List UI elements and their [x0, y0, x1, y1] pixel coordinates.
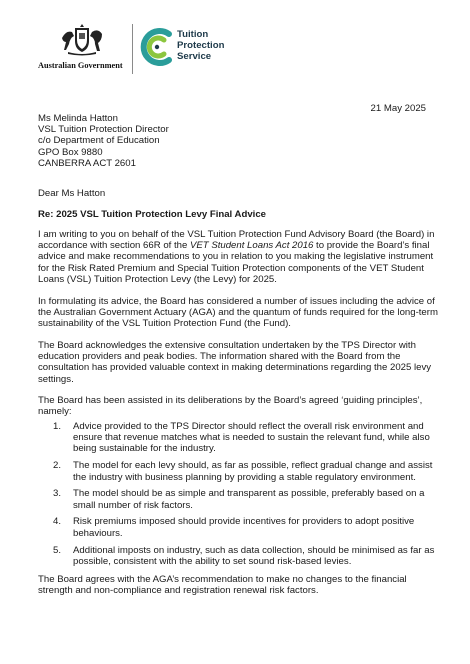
subject-line: Re: 2025 VSL Tuition Protection Levy Final Advice — [38, 209, 266, 220]
paragraph-considerations — [38, 296, 438, 330]
tuition-protection-service-logo-icon — [139, 26, 175, 68]
logo-divider — [132, 24, 133, 74]
tuition-protection-service-wordmark — [177, 29, 224, 62]
intro-text-continued: to provide the Board’s final advice and make recommendations to you in relation to you making the legislative instrument for the Risk Rated Premium and Special Tuition Protection components of the VET Student Loans (VSL) Tuition Protection Levy (the Levy) for 2025. — [38, 240, 434, 285]
address-line: c/o Department of Education — [38, 135, 160, 147]
paragraph-text: The Board has been assisted in its deliberations by the Board’s agreed ‘guiding principles’, namely: — [38, 395, 423, 418]
list-item — [53, 421, 445, 455]
list-number: 3. — [53, 488, 62, 500]
tps-wordmark-line: Service — [177, 51, 212, 62]
recipient-address — [38, 113, 169, 169]
paragraph-intro — [38, 229, 438, 285]
australian-government-logo — [38, 24, 130, 74]
paragraph-aga-recommendation — [38, 574, 438, 596]
tps-wordmark-line: Protection — [177, 40, 225, 51]
paragraph-text: The Board acknowledges the extensive consultation undertaken by the TPS Director with education providers and peak bodies. The information shared with the Board from the consultation has provided valuable context in making determinations regarding the 2025 levy settings. — [38, 340, 432, 385]
guiding-principles-list — [53, 421, 445, 573]
list-number: 4. — [53, 516, 62, 528]
paragraph-consultation — [38, 340, 438, 385]
list-number: 5. — [53, 544, 62, 556]
list-item — [53, 545, 445, 567]
letter-date: 21 May 2025 — [370, 103, 426, 114]
address-line: CANBERRA ACT 2601 — [38, 157, 136, 169]
tps-wordmark-line: Tuition — [177, 29, 209, 40]
paragraph-guiding-principles — [38, 395, 438, 417]
paragraph-text: In formulating its advice, the Board has considered a number of issues including the advice of the Australian Government Actuary (AGA) and the quantum of funds required for the long-term sustainability of the VSL Tuition Protection Fund (the Fund). — [38, 296, 438, 330]
list-item — [53, 516, 445, 538]
list-item-text: Risk premiums imposed should provide incentives for providers to adopt positive behaviours. — [73, 516, 415, 539]
list-item-text: Advice provided to the TPS Director should reflect the overall risk environment and ensure that revenue matches what is needed to sustain the relevant fund, while also being sustainable for the industry. — [73, 421, 430, 455]
list-number: 2. — [53, 460, 62, 472]
list-item-text: The model for each levy should, as far as possible, reflect gradual change and assist the industry with business planning by providing a stable regulatory environment. — [73, 460, 433, 483]
address-line: Ms Melinda Hatton — [38, 113, 118, 124]
list-number: 1. — [53, 421, 62, 432]
list-item — [53, 488, 445, 510]
salutation: Dear Ms Hatton — [38, 188, 106, 199]
coat-of-arms-icon — [60, 24, 104, 56]
act-title: VET Student Loans Act 2016 — [190, 240, 314, 252]
list-item — [53, 460, 445, 482]
list-item-text: Additional imposts on industry, such as data collection, should be minimised as far as possible, consistent with the ability to set sound risk-based levies. — [73, 544, 435, 567]
australian-government-wordmark: Australian Government — [38, 61, 123, 70]
intro-text: I am writing to you on behalf of the VSL Tuition Protection Fund Advisory Board (the Board) in accordance with section 66R of the — [38, 229, 435, 252]
address-line: GPO Box 9880 — [38, 146, 103, 158]
address-line: VSL Tuition Protection Director — [38, 124, 169, 136]
paragraph-text: The Board agrees with the AGA’s recommendation to make no changes to the financial strength and non-compliance and registration renewal risk factors. — [38, 574, 407, 597]
list-item-text: The model should be as simple and transparent as possible, preferably based on a small number of risk factors. — [73, 488, 425, 511]
